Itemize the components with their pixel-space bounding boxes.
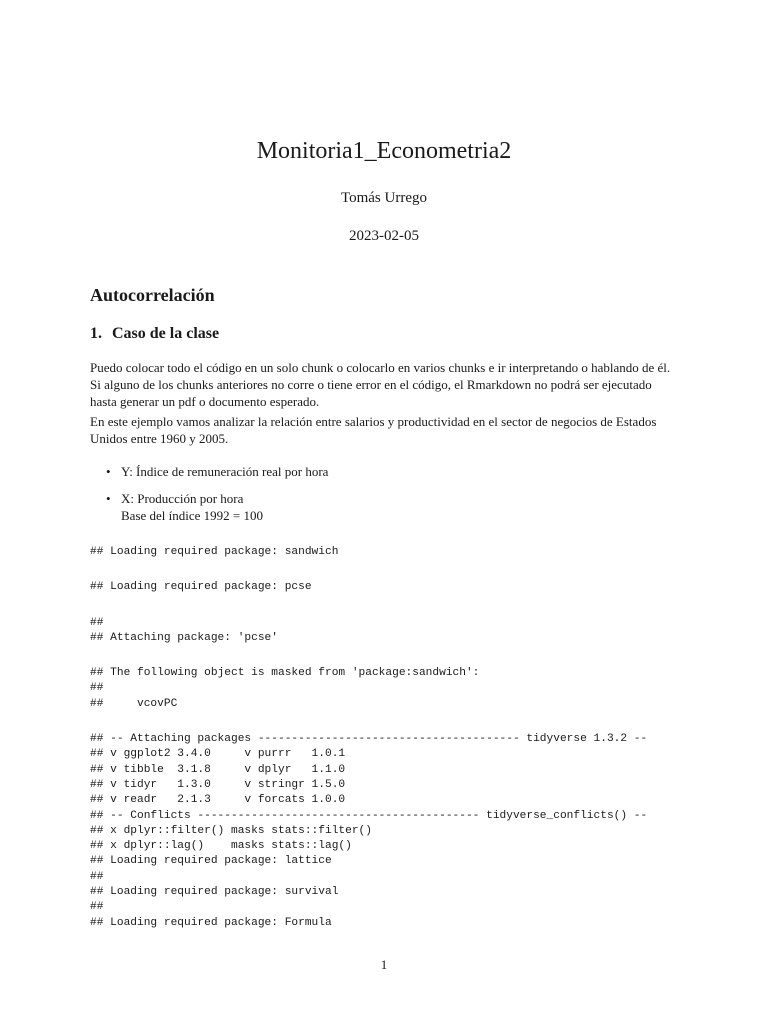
code-line: ## v tibble 3.1.8 v dplyr 1.1.0 (90, 763, 346, 776)
list-item (106, 463, 328, 480)
code-line: ## v ggplot2 3.4.0 v purrr 1.0.1 (90, 748, 346, 761)
bullet-marker: • (106, 491, 111, 506)
code-line: ## The following object is masked from 'package:sandwich': (90, 667, 480, 680)
list-item (106, 490, 328, 524)
paragraph: Puedo colocar todo el código en un solo chunk o colocarlo en varios chunks e ir interpretando o hablando de él. Si alguno de los chunks anteriores no corre o tiene error en el código, el Rmarkdown no podrá ser ejecutado hasta generar un pdf o documento esperado. (90, 360, 671, 409)
bullet-list (106, 463, 328, 524)
subsection-title: Caso de la clase (112, 325, 220, 342)
paragraph: En este ejemplo vamos analizar la relación entre salarios y productividad en el sector de negocios de Estados Unidos entre 1960 y 2005. (90, 414, 657, 446)
document-author: Tomás Urrego (340, 190, 427, 206)
list-item-text: X: Producción por hora (121, 491, 244, 506)
code-line: ## vcovPC (90, 697, 178, 710)
page-number: 1 (380, 957, 388, 972)
section-heading: Autocorrelación (90, 285, 215, 305)
code-line: ## v readr 2.1.3 v forcats 1.0.0 (90, 794, 346, 807)
code-line: ## -- Conflicts ------------------------------------------ tidyverse_conflicts() -- (90, 809, 648, 822)
subsection-heading (90, 325, 219, 343)
code-line: ## x dplyr::filter() masks stats::filter() (90, 824, 372, 837)
code-line: ## Loading required package: pcse (90, 581, 312, 594)
code-line: ## (90, 616, 104, 629)
code-block-gap (90, 646, 647, 666)
code-line: ## Attaching package: 'pcse' (90, 631, 278, 644)
code-output (90, 545, 647, 931)
code-line: ## -- Attaching packages --------------------------------------- tidyverse 1.3.2 -- (90, 733, 648, 746)
list-item-text: Y: Índice de remuneración real por hora (121, 464, 329, 479)
code-line: ## Loading required package: lattice (90, 855, 332, 868)
subsection-number: 1. (90, 325, 102, 342)
code-line: ## Loading required package: survival (90, 886, 339, 899)
code-line: ## (90, 870, 104, 883)
code-block-gap (90, 712, 647, 732)
document-date: 2023-02-05 (349, 228, 419, 244)
code-line: ## x dplyr::lag() masks stats::lag() (90, 840, 352, 853)
code-line: ## v tidyr 1.3.0 v stringr 1.5.0 (90, 778, 346, 791)
code-block-gap (90, 596, 647, 616)
code-line: ## (90, 682, 104, 695)
code-block-gap (90, 560, 647, 580)
code-line: ## (90, 901, 104, 914)
code-line: ## Loading required package: sandwich (90, 546, 339, 558)
document-title: Monitoria1_Econometria2 (256, 138, 512, 164)
list-item-subtext: Base del índice 1992 = 100 (121, 508, 263, 523)
bullet-marker: • (106, 464, 111, 479)
code-line: ## Loading required package: Formula (90, 916, 332, 929)
